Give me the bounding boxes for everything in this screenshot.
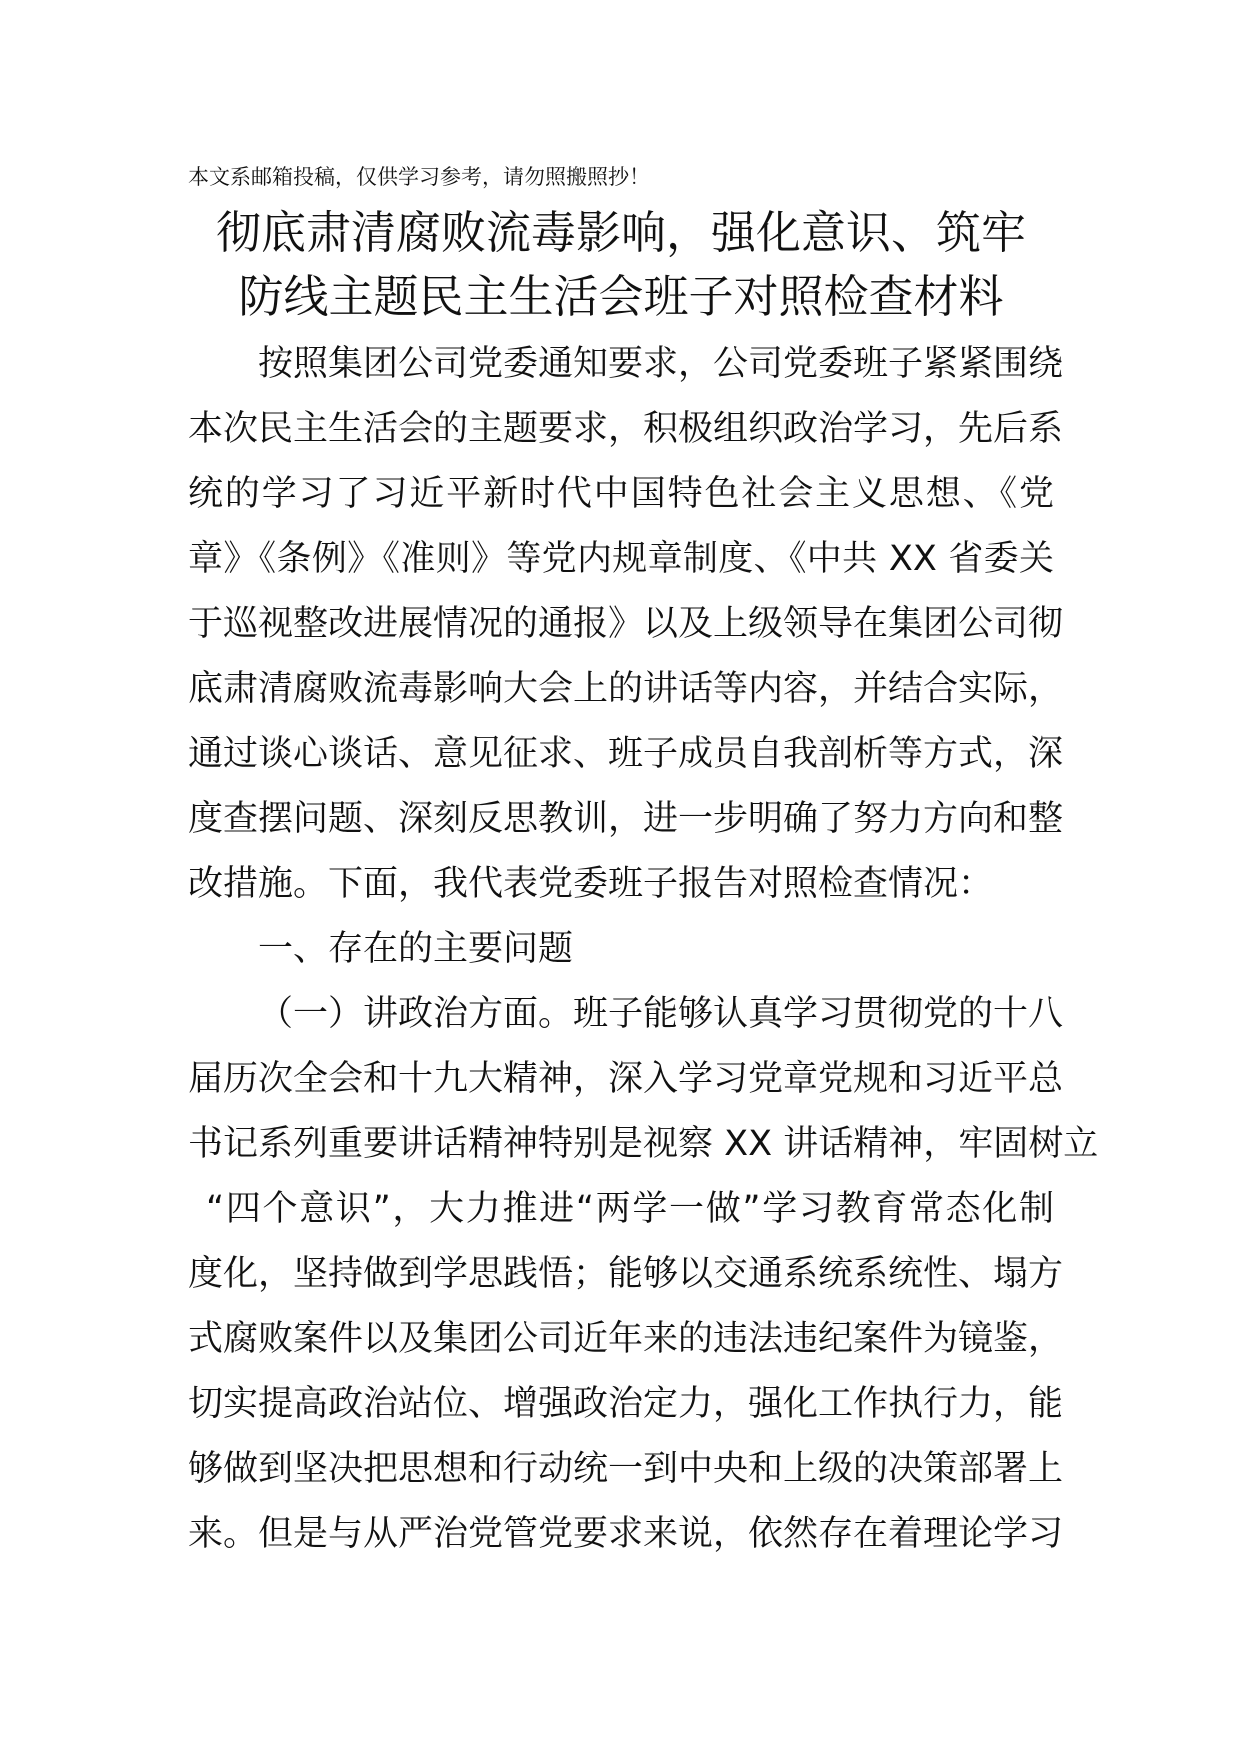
body-line: 于巡视整改进展情况的通报》以及上级领导在集团公司彻 [188, 604, 1064, 644]
title-line-1: 彻底肃清腐败流毒影响，强化意识、筑牢 [215, 206, 1026, 259]
body-line: 够做到坚决把思想和行动统一到中央和上级的决策部署上 [188, 1449, 1064, 1489]
body-line: 式腐败案件以及集团公司近年来的违法违纪案件为镜鉴， [188, 1319, 1064, 1359]
body-line: 来。但是与从严治党管党要求来说，依然存在着理论学习 [188, 1514, 1064, 1554]
body-line: 届历次全会和十九大精神，深入学习党章党规和习近平总 [188, 1059, 1064, 1099]
body-line: 通过谈心谈话、意见征求、班子成员自我剖析等方式，深 [188, 734, 1064, 774]
body-line: 章》《条例》《准则》等党内规章制度、《中共 XX 省委关 [188, 539, 1054, 579]
body-line: 度化，坚持做到学思践悟；能够以交通系统系统性、塌方 [188, 1254, 1064, 1294]
body-line: 书记系列重要讲话精神特别是视察 XX 讲话精神，牢固树立 [188, 1124, 1099, 1164]
submission-notice: 本文系邮箱投稿，仅供学习参考，请勿照搬照抄！ [188, 165, 650, 189]
title-line-2: 防线主题民主生活会班子对照检查材料 [238, 270, 1004, 323]
body-line: 度查摆问题、深刻反思教训，进一步明确了努力方向和整 [188, 799, 1064, 839]
document-title [188, 201, 1054, 329]
body-line: （一）讲政治方面。班子能够认真学习贯彻党的十八 [258, 994, 1064, 1034]
body-line: 改措施。下面，我代表党委班子报告对照检查情况： [188, 864, 994, 904]
document-body [188, 332, 1099, 1567]
body-line: 切实提高政治站位、增强政治定力，强化工作执行力，能 [188, 1384, 1064, 1424]
body-line: 底肃清腐败流毒影响大会上的讲话等内容，并结合实际， [188, 669, 1064, 709]
section-heading: 一、存在的主要问题 [258, 929, 574, 969]
body-line: 统的学习了习近平新时代中国特色社会主义思想、《党 [188, 474, 1054, 514]
body-line: 按照集团公司党委通知要求，公司党委班子紧紧围绕 [258, 344, 1064, 384]
body-line: 本次民主生活会的主题要求，积极组织政治学习，先后系 [188, 409, 1064, 449]
body-line: “四个意识”，大力推进“两学一做”学习教育常态化制 [206, 1189, 1054, 1229]
